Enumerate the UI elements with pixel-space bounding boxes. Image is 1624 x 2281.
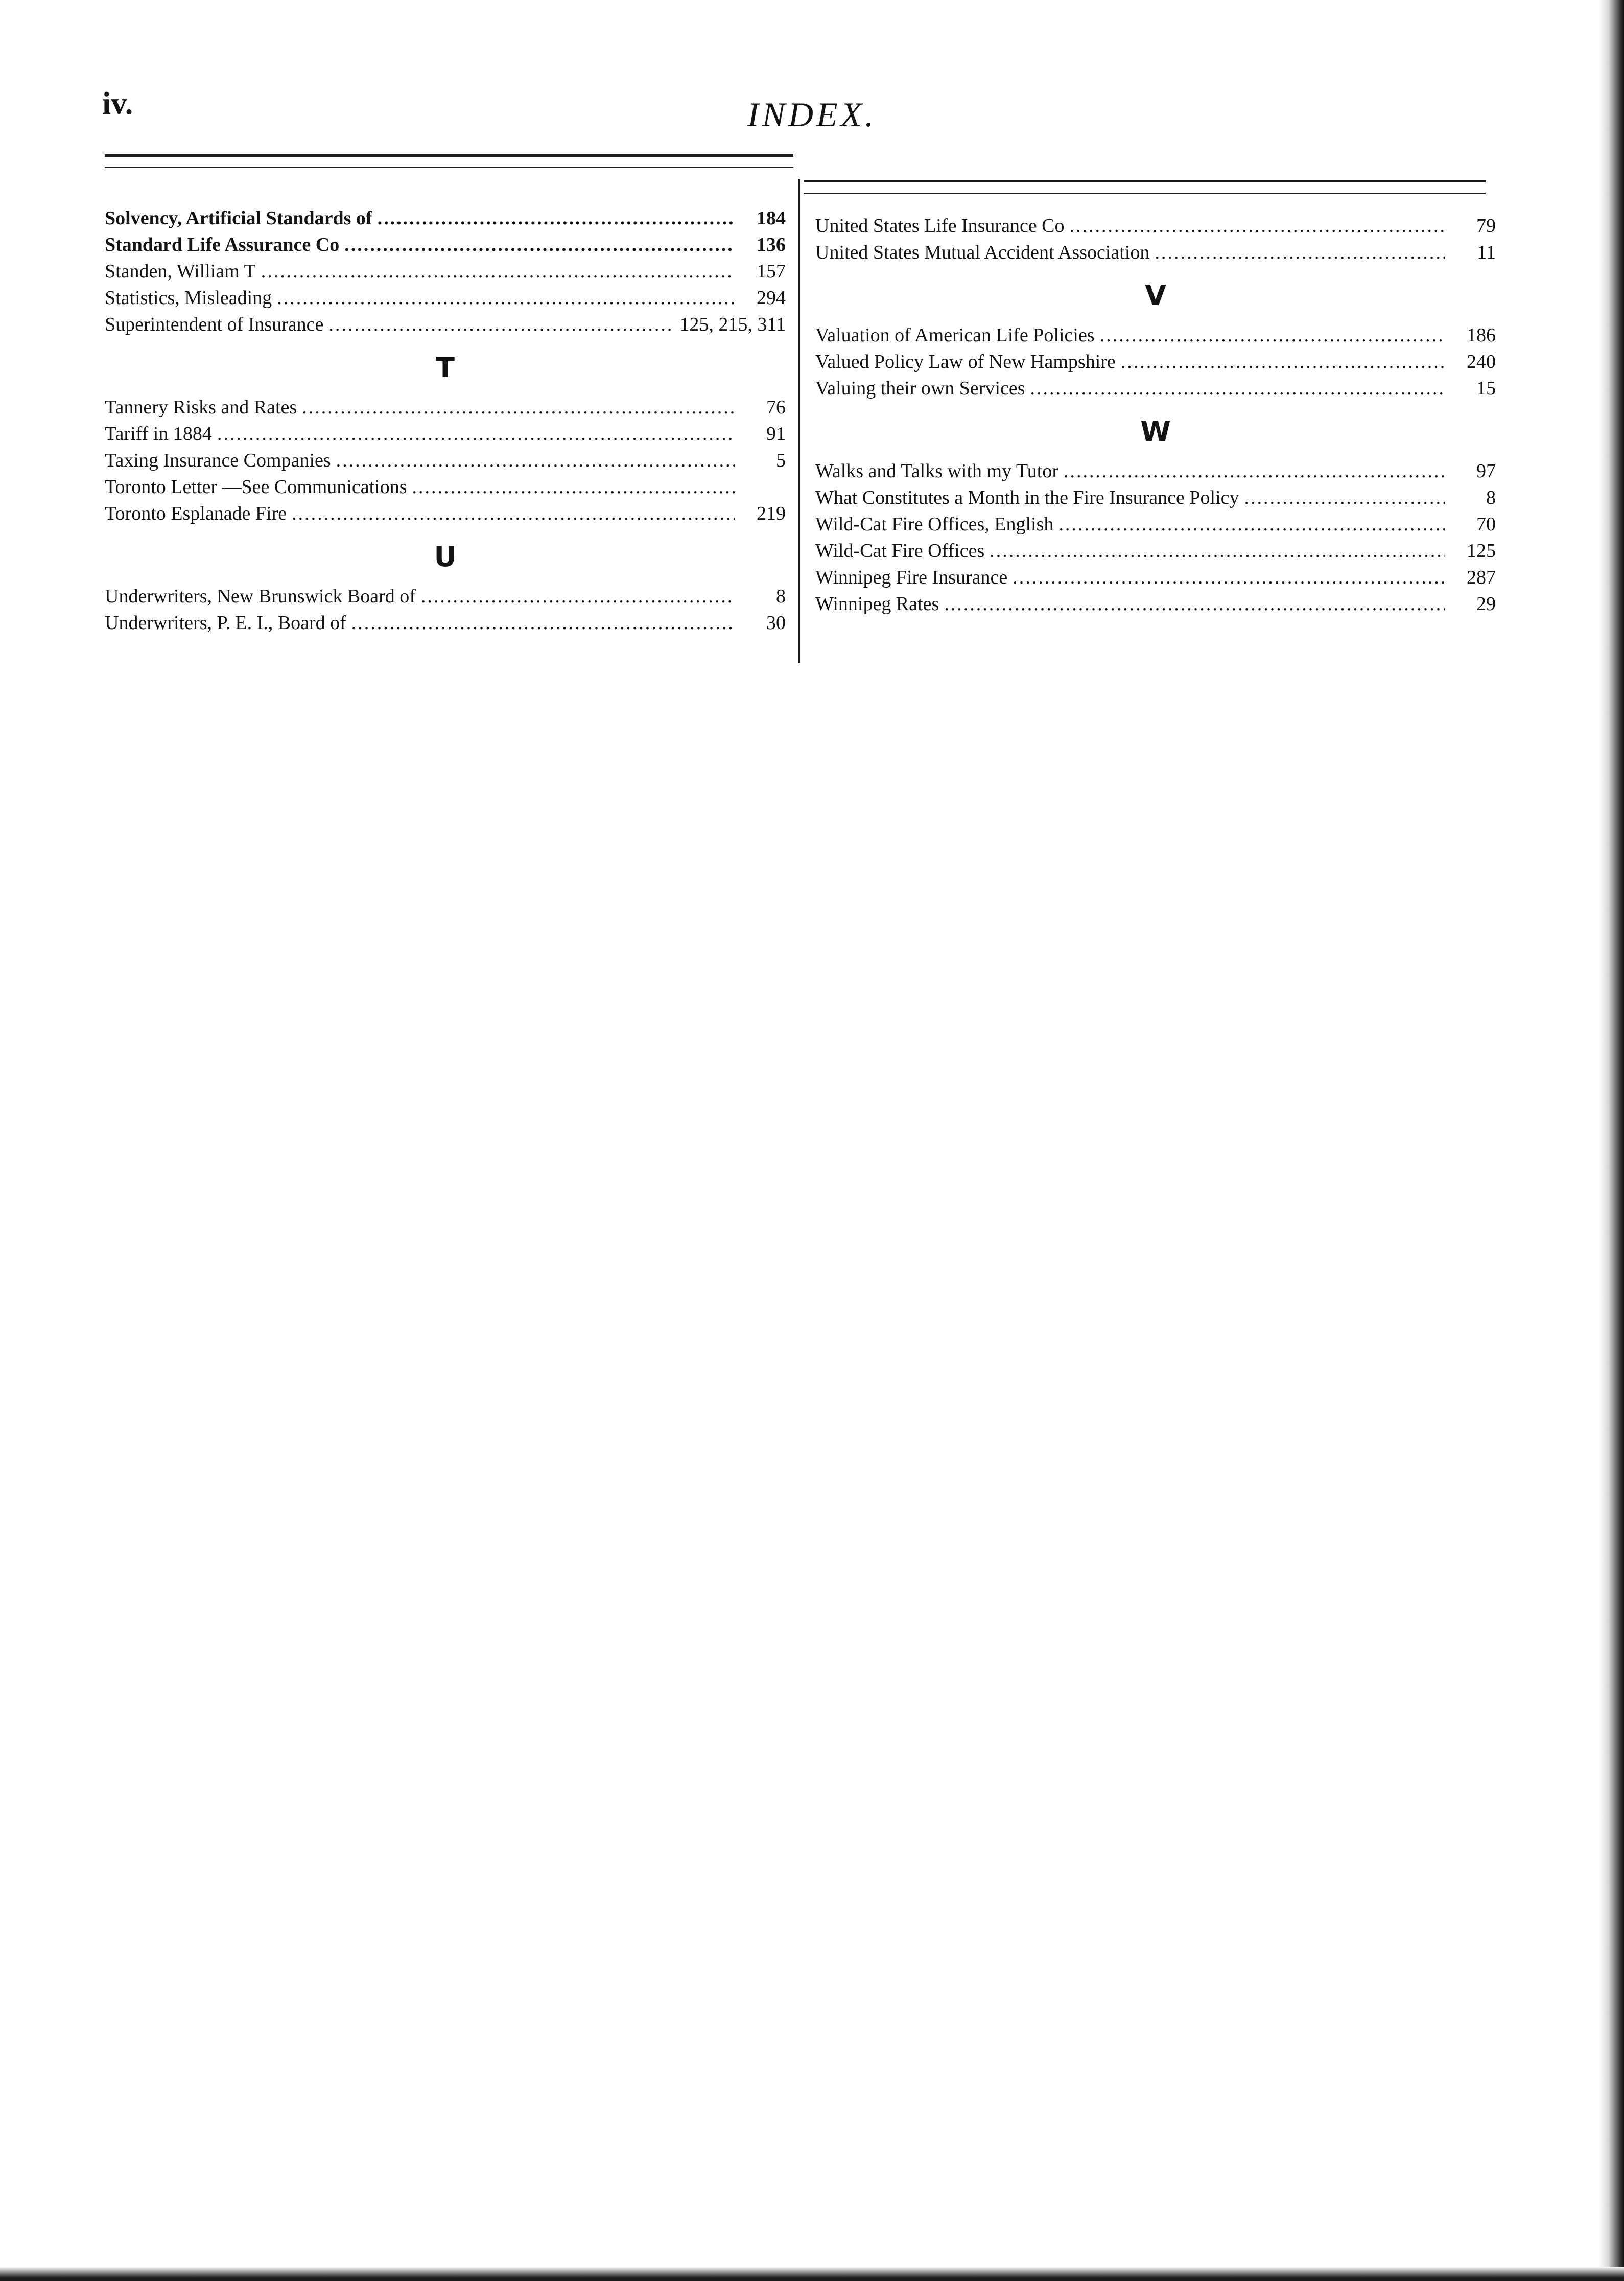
index-entry [815,540,1496,566]
entry-text: Valued Policy Law of New Hampshire [815,351,1116,373]
entry-text: Toronto Letter —See Communications [105,476,407,498]
entry-page: 240 [1467,351,1496,373]
entry-page: 186 [1467,324,1496,346]
leader-dots [1244,486,1445,509]
entry-page: 8 [1486,487,1496,508]
entry-text: What Constitutes a Month in the Fire Insurance Policy [815,487,1239,508]
page-title: INDEX. [747,95,877,134]
entry-text: Toronto Esplanade Fire [105,503,287,524]
leader-dots [1155,241,1445,264]
entry-page: 30 [766,612,786,634]
leader-dots [1058,513,1445,536]
leader-dots [292,502,735,525]
index-entry [815,566,1496,593]
index-entry [105,502,786,529]
entry-page: 157 [757,261,786,282]
leader-dots [412,476,735,498]
index-entry [105,260,786,287]
scan-page-edge [1598,0,1624,2281]
entry-page: 287 [1467,567,1496,588]
entry-text: Underwriters, P. E. I., Board of [105,612,346,634]
entry-page: 8 [776,586,786,607]
index-entry [105,234,786,260]
entry-text: Walks and Talks with my Tutor [815,460,1059,482]
scan-bottom-edge [0,2267,1624,2281]
index-column-left [105,207,786,638]
entry-page: 219 [757,503,786,524]
leader-dots [1013,566,1445,589]
section-letter-t: T [436,352,455,384]
entry-text: Wild-Cat Fire Offices [815,540,985,562]
entry-text: Superintendent of Insurance [105,314,324,335]
index-entry [105,423,786,449]
entry-text: Wild-Cat Fire Offices, English [815,514,1054,535]
index-entry [815,215,1496,241]
entry-page: 76 [766,397,786,418]
entry-text: Winnipeg Rates [815,593,939,615]
section-letter-w: W [1140,415,1171,448]
index-entry [815,513,1496,540]
entry-text: Valuation of American Life Policies [815,324,1095,346]
leader-dots [277,287,735,309]
index-entry [105,449,786,476]
entry-page: 125, 215, 311 [679,314,786,335]
entry-text: Underwriters, New Brunswick Board of [105,586,416,607]
section-letter-v: V [1145,280,1166,312]
page-number: iv. [102,86,133,121]
header-rule-left [105,154,793,168]
leader-dots [1070,215,1445,237]
entry-text: Taxing Insurance Companies [105,450,331,471]
index-entry [105,476,786,502]
column-divider [798,179,800,663]
leader-dots [1064,460,1445,482]
index-entry [105,287,786,313]
entry-text: Statistics, Misleading [105,287,272,309]
index-entry [105,585,786,612]
entry-page: 15 [1476,378,1496,399]
entry-text: Solvency, Artificial Standards of [105,207,372,229]
index-entry [815,241,1496,268]
leader-dots [217,423,735,445]
entry-text: Winnipeg Fire Insurance [815,567,1008,588]
entry-text: United States Mutual Accident Association [815,242,1150,263]
leader-dots [378,207,735,229]
header-rule-right [804,180,1486,194]
entry-page: 97 [1476,460,1496,482]
entry-page: 294 [757,287,786,309]
entry-text: Standen, William T [105,261,256,282]
entry-text: Standard Life Assurance Co [105,234,340,255]
leader-dots [421,585,735,608]
entry-text: United States Life Insurance Co [815,215,1065,237]
entry-page: 79 [1476,215,1496,237]
leader-dots [944,593,1445,615]
index-entry [105,207,786,234]
leader-dots [990,540,1445,562]
entry-page: 125 [1467,540,1496,562]
entry-text: Tariff in 1884 [105,423,212,445]
entry-text: Tannery Risks and Rates [105,397,297,418]
index-entry [815,460,1496,486]
leader-dots [1100,324,1445,346]
index-entry [815,324,1496,351]
index-entry [105,612,786,638]
entry-page: 184 [757,207,786,229]
index-entry [815,377,1496,404]
leader-dots [1121,351,1445,373]
leader-dots [328,313,674,336]
entry-page: 11 [1477,242,1496,263]
index-entry [105,313,786,340]
entry-page: 91 [766,423,786,445]
leader-dots [302,396,735,418]
index-entry [815,351,1496,377]
index-entry [815,486,1496,513]
section-letter-u: U [434,541,457,573]
index-column-right [815,215,1496,619]
entry-page: 29 [1476,593,1496,615]
entry-page: 136 [757,234,786,255]
leader-dots [336,449,735,472]
leader-dots [344,234,735,256]
entry-page: 5 [776,450,786,471]
index-entry [815,593,1496,619]
index-entry [105,396,786,423]
entry-page: 70 [1476,514,1496,535]
leader-dots [351,612,735,634]
leader-dots [1030,377,1445,400]
leader-dots [261,260,735,283]
entry-text: Valuing their own Services [815,378,1025,399]
